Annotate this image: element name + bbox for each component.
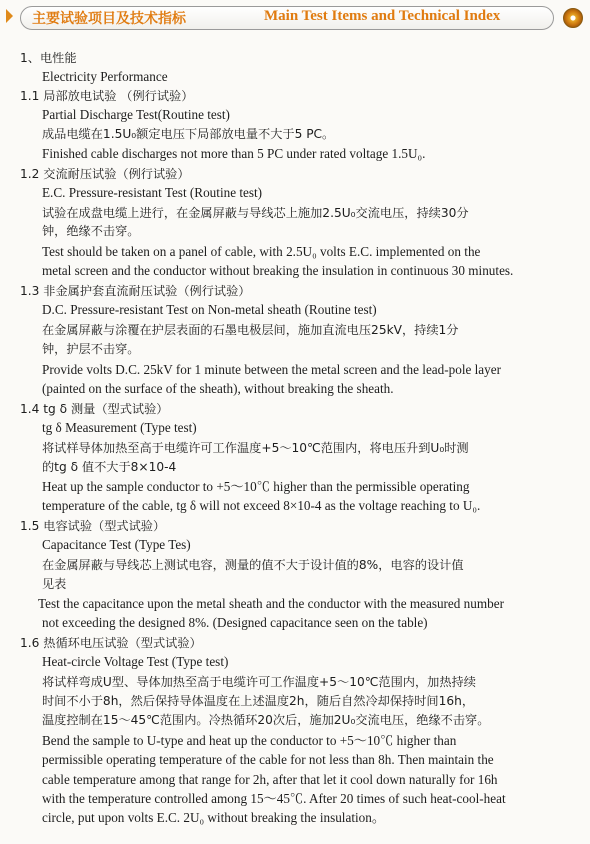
paragraph-zh: 在金属屏蔽与导线芯上测试电容，测量的值不大于设计值的8%，电容的设计值 bbox=[42, 558, 464, 572]
header-title-zh: 主要试验项目及技术指标 bbox=[32, 11, 186, 27]
paragraph-en: Test should be taken on a panel of cable, with 2.5U₀ volts E.C. implemented on the bbox=[42, 244, 481, 259]
section-header bbox=[0, 0, 590, 40]
section-subheading: D.C. Pressure-resistant Test on Non-metal sheath (Routine test) bbox=[42, 302, 377, 317]
paragraph-en: Finished cable discharges not more than 5 PC under rated voltage 1.5U₀. bbox=[42, 146, 426, 161]
paragraph-en: (painted on the surface of the sheath), without breaking the sheath. bbox=[42, 381, 394, 396]
section-heading: 1.3 非金属护套直流耐压试验（例行试验） bbox=[20, 284, 251, 298]
paragraph-zh: 时间不小于8h，然后保持导体温度在上述温度2h，随后自然冷却保持时间16h， bbox=[42, 694, 475, 708]
paragraph-zh: 见表 bbox=[42, 577, 67, 591]
paragraph-en: Provide volts D.C. 25kV for 1 minute between the metal screen and the lead-pole layer bbox=[42, 362, 501, 377]
paragraph-en: with the temperature controlled among 15～45℃. After 20 times of such heat-cool-heat bbox=[42, 791, 506, 806]
paragraph-en: not exceeding the designed 8%. (Designed capacitance seen on the table) bbox=[42, 615, 428, 630]
section-heading: 1.1 局部放电试验 （例行试验） bbox=[20, 89, 194, 103]
section-subheading: tg δ Measurement (Type test) bbox=[42, 420, 197, 435]
paragraph-en: permissible operating temperature of the cable for not less than 8h. Then maintain the bbox=[42, 752, 494, 767]
section-heading: 1.4 tg δ 测量（型式试验） bbox=[20, 402, 169, 416]
paragraph-zh: 温度控制在15～45℃范围内。冷热循环20次后，施加2U₀交流电压，绝缘不击穿。 bbox=[42, 713, 490, 727]
paragraph-en: temperature of the cable, tg δ will not exceed 8×10-4 as the voltage reaching to U₀. bbox=[42, 498, 481, 513]
section-heading: 1.6 热循环电压试验（型式试验） bbox=[20, 636, 202, 650]
paragraph-en: Heat up the sample conductor to +5～10℃ higher than the permissible operating bbox=[42, 479, 470, 494]
paragraph-en: cable temperature among that range for 2h, after that let it cool down naturally for 16h bbox=[42, 772, 498, 787]
section-heading: 1、电性能 bbox=[20, 51, 77, 65]
section-subheading: Capacitance Test (Type Tes) bbox=[42, 537, 191, 552]
section-heading: 1.5 电容试验（型式试验） bbox=[20, 519, 166, 533]
paragraph-zh: 钟，绝缘不击穿。 bbox=[42, 224, 140, 238]
arrow-icon bbox=[6, 9, 13, 23]
paragraph-en: Test the capacitance upon the metal sheath and the conductor with the measured number bbox=[38, 596, 504, 611]
paragraph-zh: 成品电缆在1.5U₀额定电压下局部放电量不大于5 PC。 bbox=[42, 127, 335, 141]
gear-icon bbox=[563, 8, 583, 28]
paragraph-zh: 在金属屏蔽与涂覆在护层表面的石墨电极层间，施加直流电压25kV，持续1分 bbox=[42, 323, 459, 337]
section-subheading: Electricity Performance bbox=[42, 69, 168, 84]
section-subheading: Heat-circle Voltage Test (Type test) bbox=[42, 654, 229, 669]
section-subheading: E.C. Pressure-resistant Test (Routine test) bbox=[42, 185, 263, 200]
paragraph-zh: 将试样弯成U型、导体加热至高于电缆许可工作温度+5～10℃范围内，加热持续 bbox=[42, 675, 476, 689]
paragraph-en: Bend the sample to U-type and heat up the conductor to +5～10℃ higher than bbox=[42, 733, 457, 748]
section-subheading: Partial Discharge Test(Routine test) bbox=[42, 107, 230, 122]
paragraph-zh: 的tg δ 值不大于8×10-4 bbox=[42, 460, 177, 474]
header-title-en: Main Test Items and Technical Index bbox=[264, 8, 501, 24]
paragraph-zh: 试验在成盘电缆上进行，在金属屏蔽与导线芯上施加2.5U₀交流电压，持续30分 bbox=[42, 206, 469, 220]
paragraph-zh: 将试样导体加热至高于电缆许可工作温度+5～10℃范围内，将电压升到U₀时测 bbox=[42, 441, 469, 455]
paragraph-en: metal screen and the conductor without breaking the insulation in continuous 30 minutes. bbox=[42, 263, 514, 278]
section-heading: 1.2 交流耐压试验（例行试验） bbox=[20, 167, 190, 181]
paragraph-zh: 钟，护层不击穿。 bbox=[42, 342, 140, 356]
paragraph-en: circle, put upon volts E.C. 2U₀ without breaking the insulation。 bbox=[42, 810, 386, 825]
